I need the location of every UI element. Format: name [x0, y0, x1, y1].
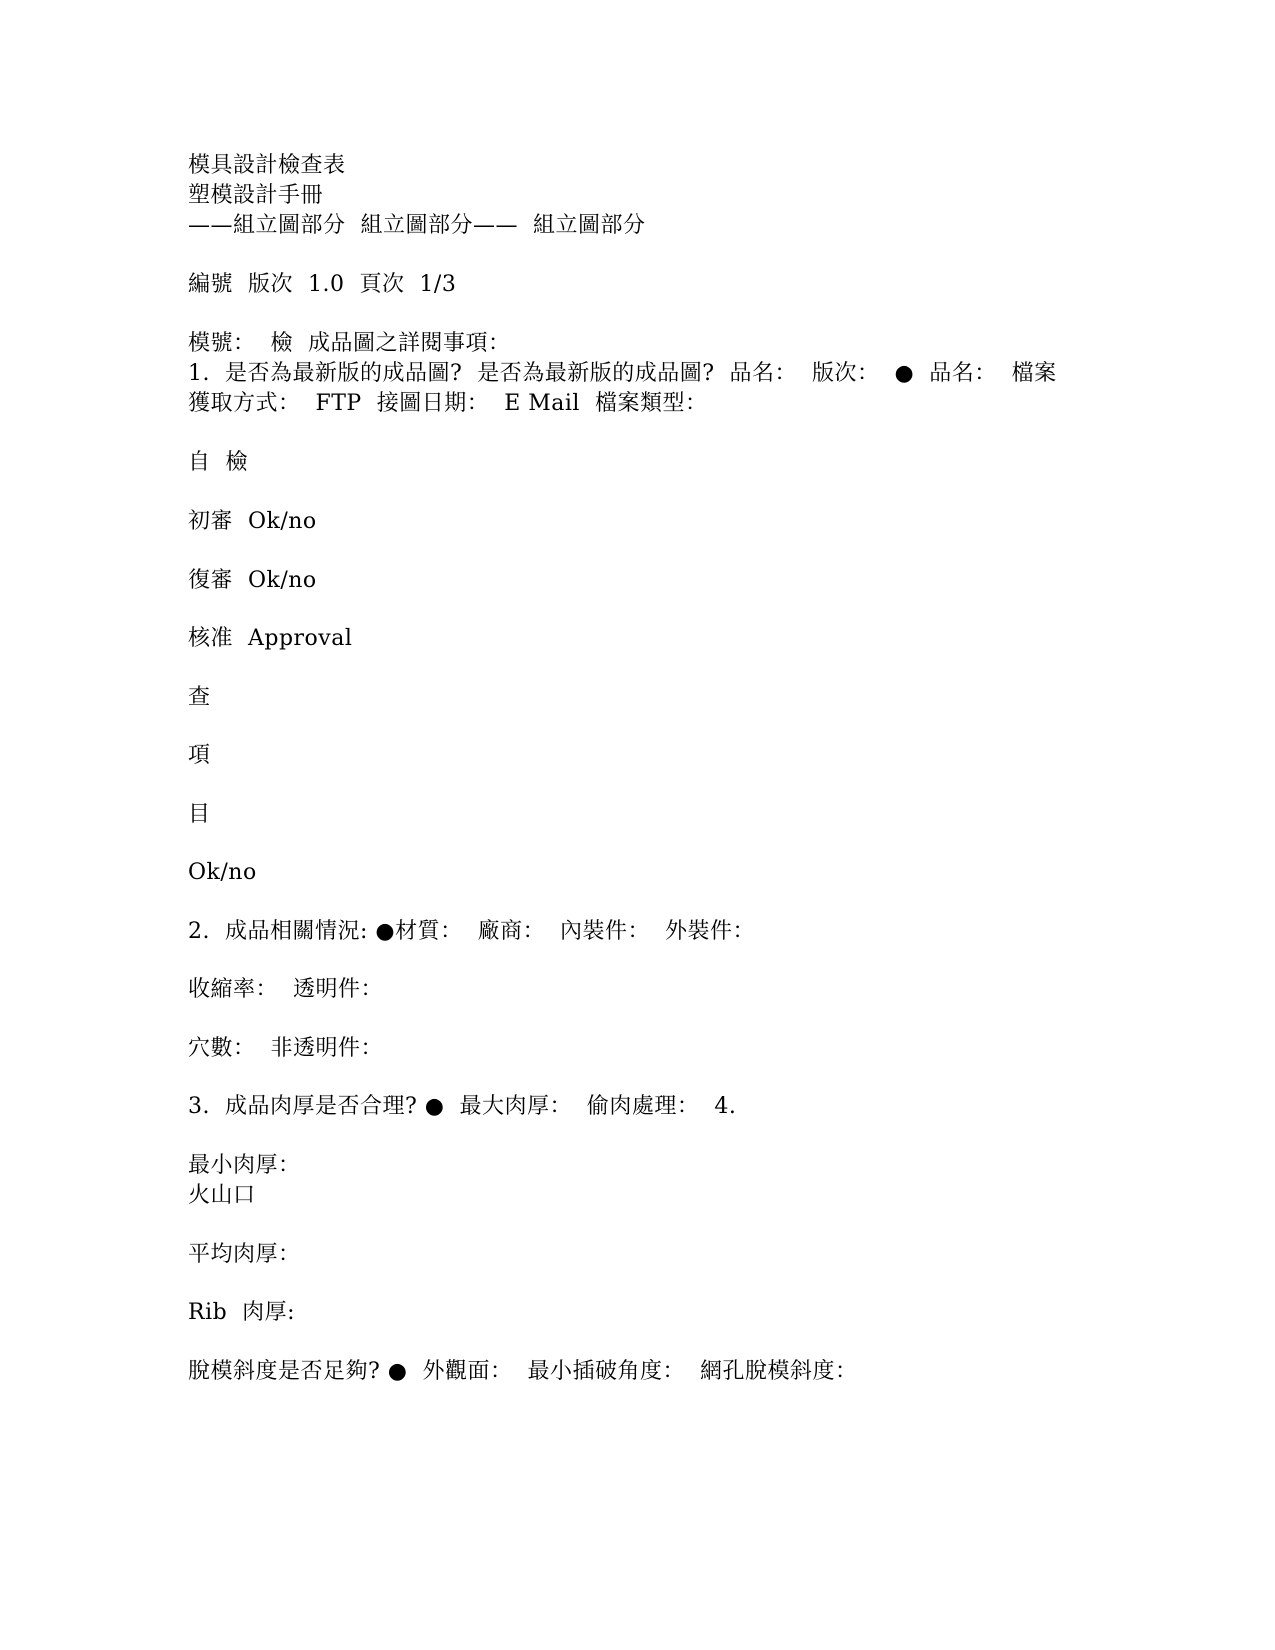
min-thickness-line: 最小肉厚： — [188, 1153, 301, 1178]
avg-thickness-line: 平均肉厚： — [188, 1242, 301, 1267]
item-3-line: 3. 成品肉厚是否合理? ● 最大肉厚： 偷肉處理： 4. — [188, 1094, 737, 1119]
section-heading: ——組立圖部分 組立圖部分—— 組立圖部分 — [188, 213, 646, 238]
item-2-line: 2. 成品相關情況: ●材質： 廠商： 內裝件： 外裝件： — [188, 919, 756, 944]
rib-thickness-line: Rib 肉厚: — [188, 1300, 296, 1325]
first-review-label: 初審 Ok/no — [188, 509, 317, 534]
mold-number-line: 模號： 檢 成品圖之詳閱事項： — [188, 331, 511, 356]
item-1-continued: 獲取方式： FTP 接圖日期： E Mail 檔案類型： — [188, 391, 708, 416]
doc-meta-line: 編號 版次 1.0 頁次 1/3 — [188, 272, 457, 297]
doc-subtitle: 塑模設計手冊 — [188, 183, 324, 208]
item-1-line: 1. 是否為最新版的成品圖? 是否為最新版的成品圖? 品名： 版次： ● 品名： 檔案 — [188, 361, 1057, 386]
check-char: 查 — [188, 685, 211, 710]
doc-title: 模具設計檢查表 — [188, 153, 346, 178]
shrinkage-line: 收縮率： 透明件： — [188, 977, 383, 1002]
self-check-label: 自 檢 — [188, 450, 248, 475]
volcano-line: 火山口 — [188, 1183, 256, 1208]
ok-no-label: Ok/no — [188, 860, 257, 885]
approval-label: 核准 Approval — [188, 626, 353, 651]
entry-char: 目 — [188, 802, 211, 827]
second-review-label: 復審 Ok/no — [188, 568, 317, 593]
draft-angle-line: 脫模斜度是否足夠? ● 外觀面： 最小插破角度： 網孔脫模斜度： — [188, 1359, 858, 1384]
item-char: 項 — [188, 743, 211, 768]
cavity-count-line: 穴數： 非透明件： — [188, 1036, 383, 1061]
